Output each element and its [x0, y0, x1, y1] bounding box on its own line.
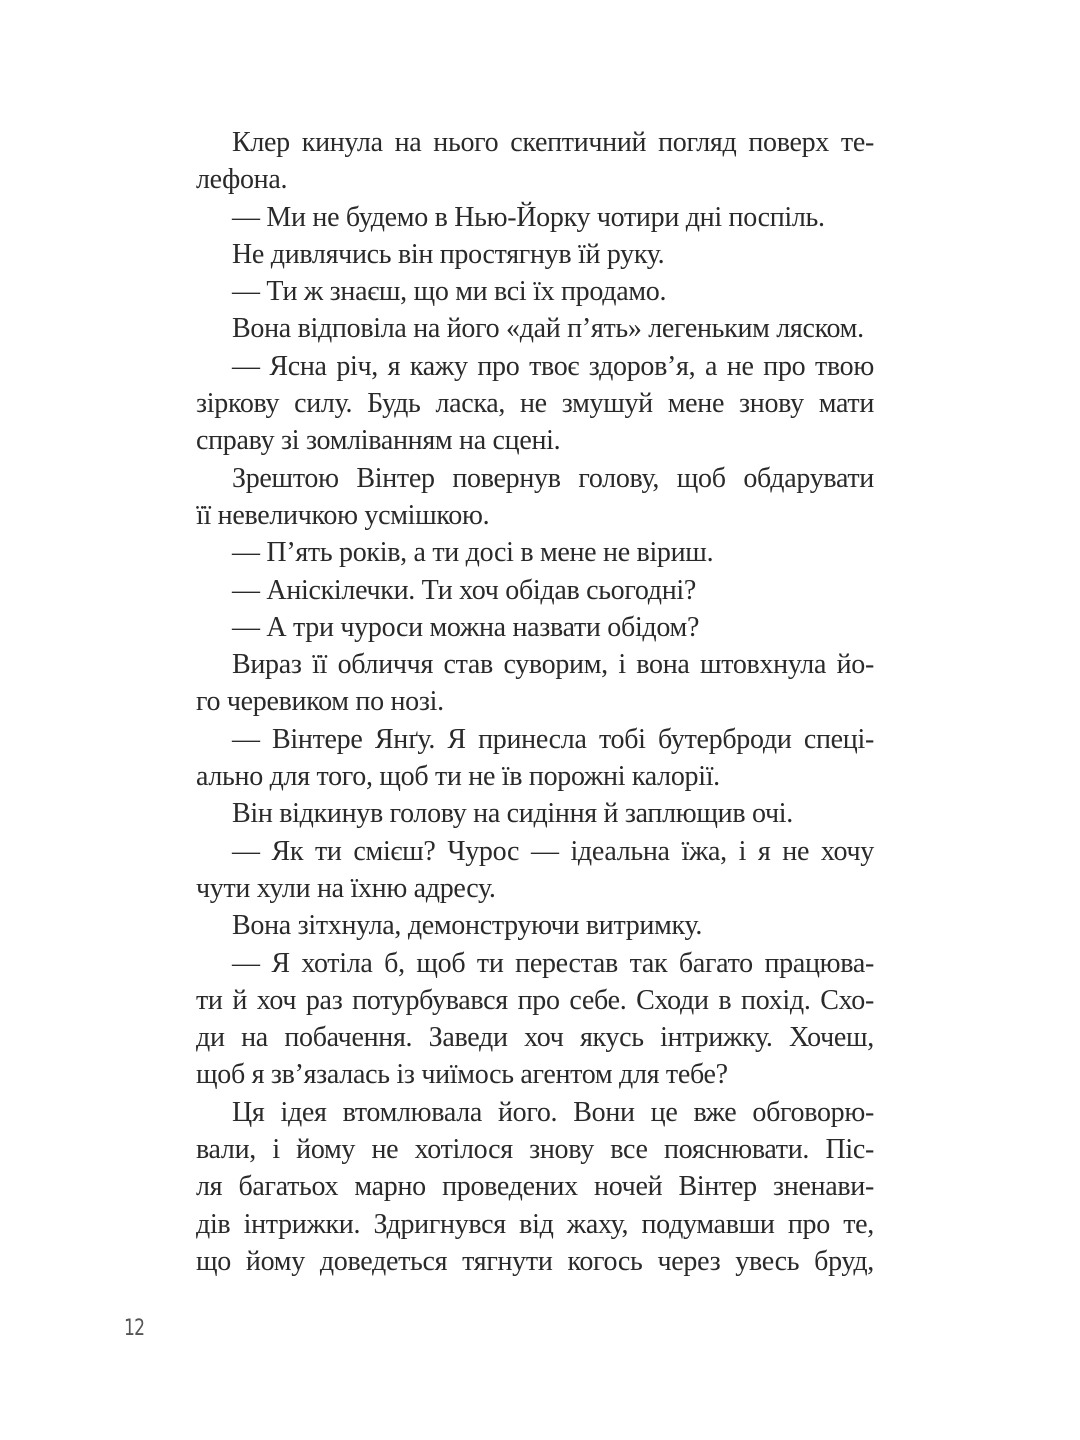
text-line: — А три чуроси можна назвати обідом?	[232, 611, 700, 643]
text-line: чути хули на їхню адресу.	[196, 872, 496, 904]
text-line: щоб я зв’язалась із чиїмось агентом для тебе?	[196, 1059, 728, 1091]
text-line: вали, і йому не хотілося знову все пояснювати. Піс-	[196, 1134, 874, 1166]
text-line: Вона зітхнула, демонструючи витримку.	[232, 910, 703, 942]
text-line: що йому доведеться тягнути когось через увесь бруд,	[196, 1245, 874, 1277]
text-line: — Аніскілечки. Ти хоч обідав сьогодні?	[232, 574, 696, 606]
text-line: — Ти ж знаєш, що ми всі їх продамо.	[232, 276, 667, 308]
text-line: Клер кинула на нього скептичний погляд поверх те-	[232, 127, 874, 158]
text-line: Ця ідея втомлювала його. Вони це вже обговорю-	[232, 1096, 874, 1128]
text-line: — Я хотіла б, щоб ти перестав так багато працюва-	[232, 947, 874, 979]
text-line: її невеличкою усмішкою.	[196, 499, 490, 531]
text-line: зіркову силу. Будь ласка, не змушуй мене знову мати	[196, 388, 874, 420]
body-text	[196, 124, 874, 1280]
text-line: ти й хоч раз потурбувався про себе. Сходи в похід. Схо-	[196, 984, 874, 1016]
text-line: Вираз її обличчя став суворим, і вона штовхнула йо-	[232, 649, 874, 681]
text-line: дів інтрижки. Здригнувся від жаху, подумавши про те,	[196, 1208, 874, 1240]
text-line: ля багатьох марно проведених ночей Вінтер зненави-	[196, 1171, 874, 1203]
text-line: ди на побачення. Заведи хоч якусь інтрижку. Хочеш,	[196, 1022, 874, 1054]
page-number: 12	[124, 1316, 145, 1341]
text-line: Вона відповіла на його «дай п’ять» легеньким ляском.	[232, 313, 864, 345]
text-line: справу зі зомліванням на сцені.	[196, 425, 561, 457]
text-line: — Вінтере Янґу. Я принесла тобі бутерброди спеці-	[232, 723, 874, 755]
text-line: Зрештою Вінтер повернув голову, щоб обдарувати	[232, 462, 874, 494]
text-line: — Ясна річ, я кажу про твоє здоров’я, а не про твою	[232, 350, 874, 382]
text-line: — Ми не будемо в Нью-Йорку чотири дні поспіль.	[232, 201, 825, 233]
text-line: лефона.	[196, 164, 288, 196]
text-line: — Як ти смієш? Чурос — ідеальна їжа, і я не хочу	[232, 835, 874, 867]
text-line: — П’ять років, а ти досі в мене не віриш.	[232, 537, 714, 569]
text-line: Він відкинув голову на сидіння й заплющив очі.	[232, 798, 793, 830]
text-line: го черевиком по нозі.	[196, 686, 444, 718]
text-line: ально для того, щоб ти не їв порожні калорії.	[196, 761, 720, 793]
text-line: Не дивлячись він простягнув їй руку.	[232, 238, 665, 270]
